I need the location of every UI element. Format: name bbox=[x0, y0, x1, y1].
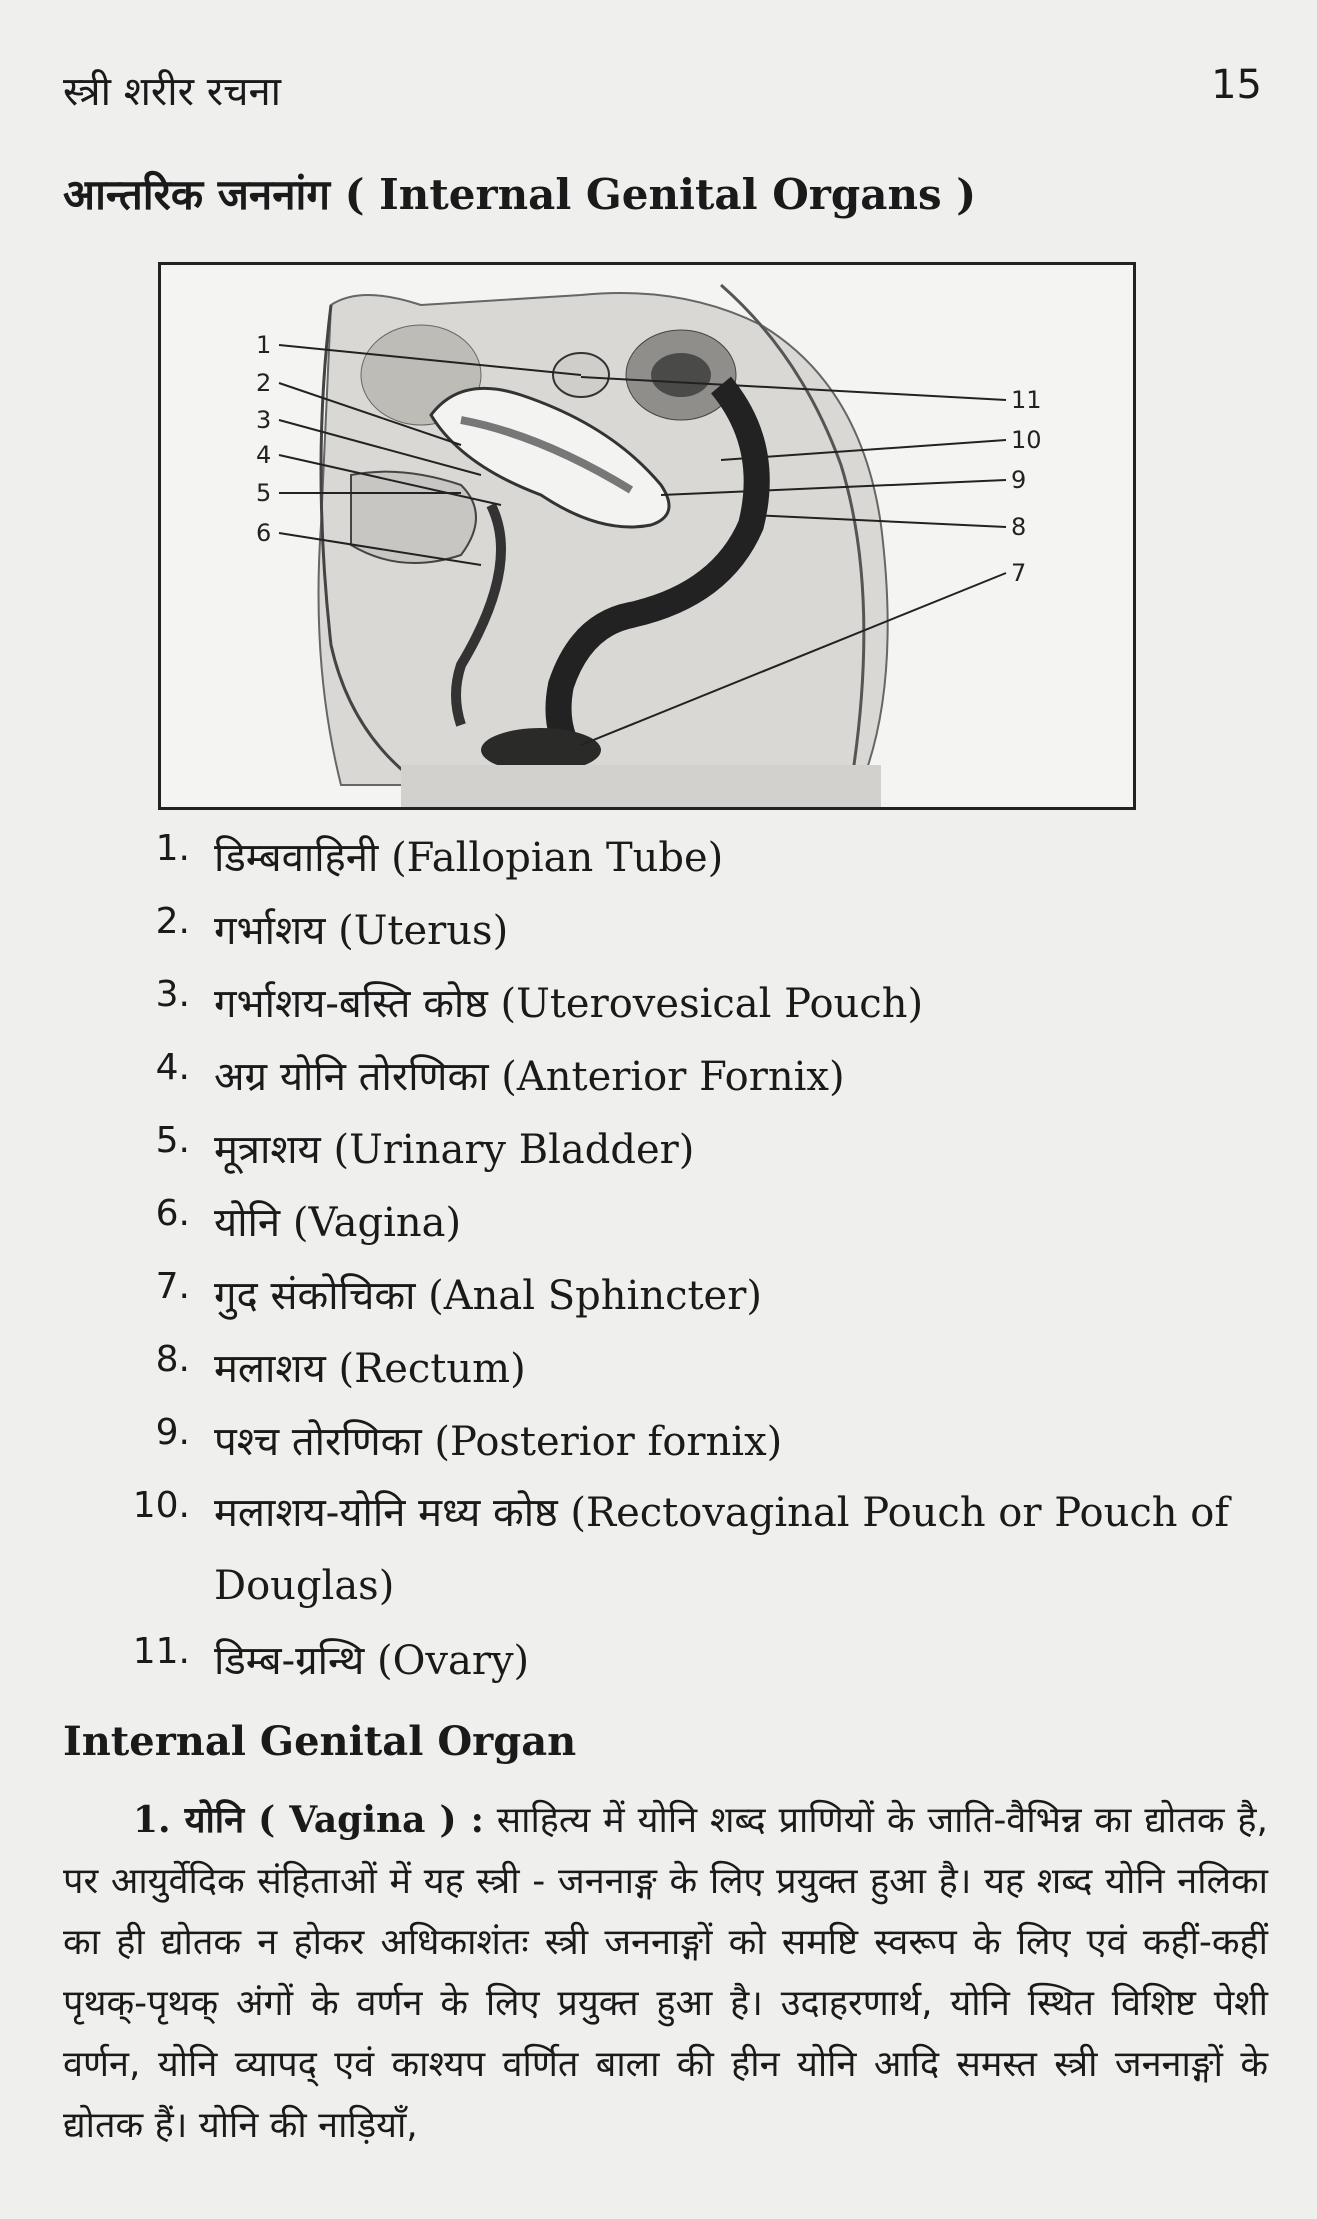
legend-text: गुद संकोचिका (Anal Sphincter) bbox=[214, 1273, 762, 1319]
legend-item bbox=[130, 1631, 1290, 1704]
legend-item bbox=[130, 1339, 1290, 1412]
figure-label-3: 3 bbox=[256, 406, 272, 434]
figure-label-7: 7 bbox=[1011, 559, 1027, 587]
legend-number: 7. bbox=[155, 1266, 190, 1307]
legend-item bbox=[130, 901, 1290, 974]
legend-number: 2. bbox=[155, 901, 190, 942]
legend-number: 11. bbox=[132, 1631, 190, 1672]
legend-item bbox=[130, 1485, 1290, 1631]
legend-text: गर्भाशय-बस्ति कोष्ठ (Uterovesical Pouch) bbox=[214, 981, 924, 1027]
legend-item bbox=[130, 828, 1290, 901]
pelvis-sagittal-illustration bbox=[161, 265, 1133, 807]
legend-number: 10. bbox=[132, 1485, 190, 1526]
section-heading: आन्तरिक जननांग ( Internal Genital Organs ) bbox=[63, 170, 977, 219]
skin-base bbox=[401, 765, 881, 807]
legend-item bbox=[130, 1047, 1290, 1120]
legend-text: मलाशय-योनि मध्य कोष्ठ (Rectovaginal Pouch or Pouch of Douglas) bbox=[214, 1490, 1230, 1609]
legend-text: अग्र योनि तोरणिका (Anterior Fornix) bbox=[214, 1054, 845, 1100]
legend-text: योनि (Vagina) bbox=[214, 1200, 462, 1246]
legend-number: 6. bbox=[155, 1193, 190, 1234]
intestine-loop-3 bbox=[651, 353, 711, 397]
figure-label-4: 4 bbox=[256, 441, 272, 469]
figure-legend bbox=[130, 828, 1290, 1704]
legend-text: गर्भाशय (Uterus) bbox=[214, 908, 509, 954]
legend-item bbox=[130, 1120, 1290, 1193]
legend-number: 4. bbox=[155, 1047, 190, 1088]
page-number: 15 bbox=[1211, 62, 1262, 108]
figure-label-9: 9 bbox=[1011, 466, 1027, 494]
running-title: स्त्री शरीर रचना bbox=[63, 69, 282, 115]
legend-text: मूत्राशय (Urinary Bladder) bbox=[214, 1127, 695, 1173]
paragraph-text: साहित्य में योनि शब्द प्राणियों के जाति-वैभिन्न का द्योतक है, पर आयुर्वेदिक संहिताओं में यह स्त्री - जननाङ्ग के लिए प्रयुक्त हुआ है। यह शब्द योनि नलिका का ही द्योतक न होकर अधिकाशंतः स्त्री जननाङ्गों को समष्टि स्वरूप के लिए एवं कहीं-कहीं पृथक्-पृथक् अंगों के वर्णन के लिए प्रयुक्त हुआ है। उदाहरणार्थ, योनि स्थित विशिष्ट पेशी वर्णन, योनि व्यापद् एवं काश्यप वर्णित बाला की हीन योनि आदि समस्त स्त्री जननाङ्गों के द्योतक हैं। योनि की नाड़ियाँ, bbox=[63, 1800, 1268, 2146]
legend-item bbox=[130, 1412, 1290, 1485]
legend-text: डिम्ब-ग्रन्थि (Ovary) bbox=[214, 1638, 530, 1684]
legend-text: मलाशय (Rectum) bbox=[214, 1346, 526, 1392]
legend-item bbox=[130, 1266, 1290, 1339]
legend-item bbox=[130, 974, 1290, 1047]
figure-label-10: 10 bbox=[1011, 426, 1042, 454]
legend-number: 9. bbox=[155, 1412, 190, 1453]
legend-number: 8. bbox=[155, 1339, 190, 1380]
figure-label-6: 6 bbox=[256, 519, 272, 547]
legend-number: 3. bbox=[155, 974, 190, 1015]
legend-text: डिम्बवाहिनी (Fallopian Tube) bbox=[214, 835, 724, 881]
figure-label-11: 11 bbox=[1011, 386, 1042, 414]
legend-number: 5. bbox=[155, 1120, 190, 1161]
figure-label-2: 2 bbox=[256, 369, 272, 397]
paragraph-lead: 1. योनि ( Vagina ) : bbox=[133, 1799, 484, 1841]
body-paragraph bbox=[63, 1790, 1268, 2156]
anatomy-figure bbox=[158, 262, 1136, 810]
legend-text: पश्च तोरणिका (Posterior fornix) bbox=[214, 1419, 783, 1465]
figure-label-8: 8 bbox=[1011, 513, 1027, 541]
figure-label-1: 1 bbox=[256, 331, 272, 359]
figure-label-5: 5 bbox=[256, 479, 272, 507]
legend-number: 1. bbox=[155, 828, 190, 869]
subsection-heading: Internal Genital Organ bbox=[63, 1718, 577, 1765]
legend-item bbox=[130, 1193, 1290, 1266]
